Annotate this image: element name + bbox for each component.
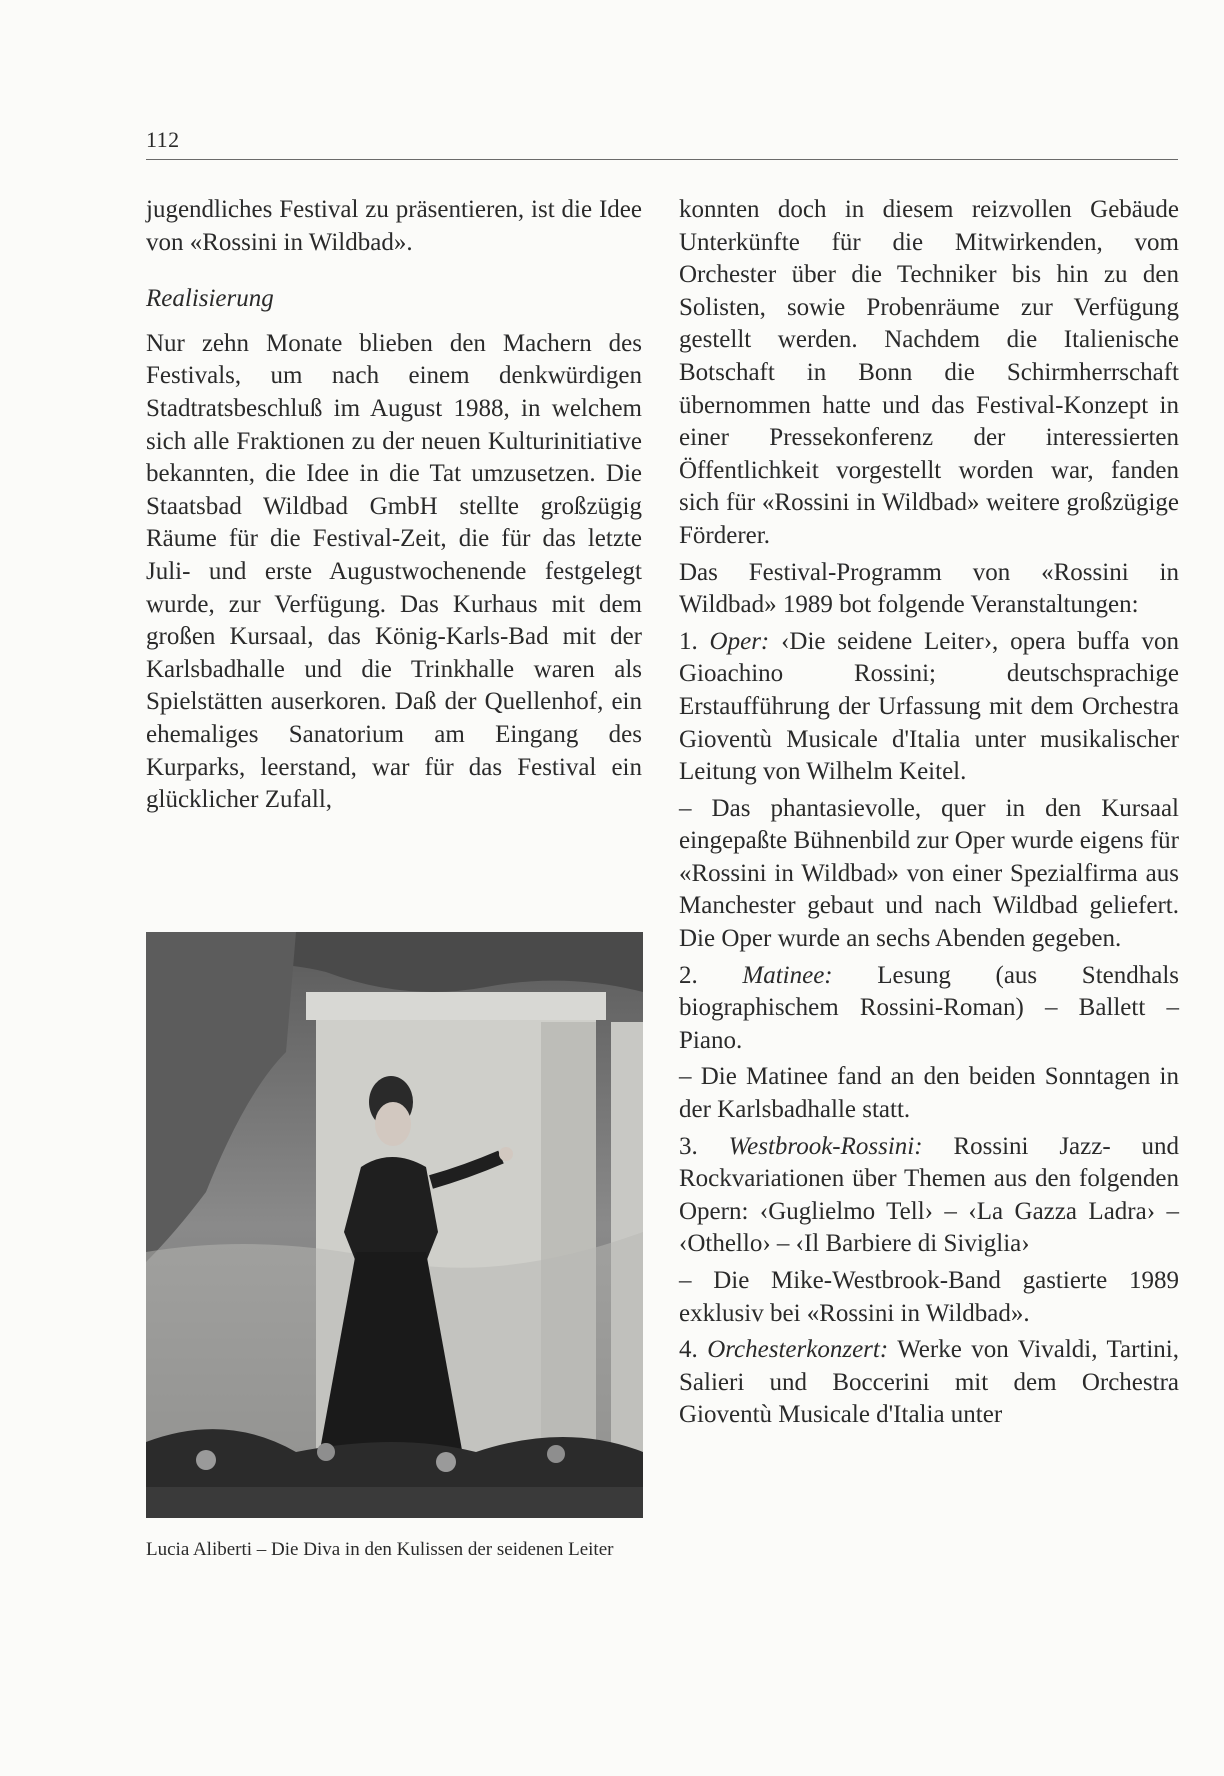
item-number: 2. [679, 961, 698, 989]
program-item-4 [679, 1334, 1179, 1432]
program-item-2 [679, 960, 1179, 1058]
program-item-2-note: – Die Matinee fand an den beiden Sonntagen in der Karlsbadhalle statt. [679, 1063, 1179, 1124]
figure-caption: Lucia Aliberti – Die Diva in den Kulissen der seidenen Leiter [146, 1539, 614, 1560]
item-text: Werke von Vivaldi, Tartini, Salieri und Boccerini mit dem Orchestra Gioventù Musicale d'Italia unter [679, 1336, 1179, 1429]
item-label: Oper: [709, 627, 770, 655]
item-text: Lesung (aus Stendhals biographischem Rossini-Roman) – Ballett – Piano. [679, 961, 1180, 1054]
right-paragraph-1: konnten doch in diesem reizvollen Gebäude Unterkünfte für die Mitwirkenden, vom Orchester über die Techniker bis hin zu den Solisten, sowie Probenräume zur Verfügung gestellt werden. Nachdem die Italienische Botschaft in Bonn die Schirmherrschaft übernommen hatte und das Festival-Konzept in einer Pressekonferenz der interessierten Öffentlichkeit vorgestellt worden war, fanden sich für «Rossini in Wildbad» weitere großzügige Förderer. [679, 196, 1179, 549]
item-label: Orchesterkonzert: [707, 1336, 889, 1364]
right-column [679, 194, 1179, 1432]
photo-image [146, 932, 643, 1518]
header-rule [146, 159, 1178, 160]
right-paragraph-2: Das Festival-Programm von «Rossini in Wildbad» 1989 bot folgende Veranstaltungen: [679, 558, 1179, 619]
page-number: 112 [146, 127, 180, 152]
program-item-1 [679, 626, 1179, 789]
item-number: 4. [679, 1336, 698, 1364]
left-paragraph-2: Nur zehn Monate blieben den Machern des Festivals, um nach einem denkwürdigen Stadtratsbeschluß im August 1988, in welchem sich alle Fraktionen zu der neuen Kulturinitiative bekannten, die Idee in die Tat umzusetzen. Die Staatsbad Wildbad GmbH stellte großzügig Räume für die Festival-Zeit, die für das letzte Juli- und erste Augustwochenende festgelegt wurde, zur Verfügung. Das Kurhaus mit dem großen Kursaal, das König-Karls-Bad mit der Karlsbadhalle und die Trinkhalle waren als Spielstätten auserkoren. Daß der Quellenhof, ein ehemaliges Sanatorium am Eingang des Kurparks, leerstand, war für das Festival ein glücklicher Zufall, [146, 329, 642, 814]
item-number: 1. [679, 627, 698, 655]
item-text: ‹Die seidene Leiter›, opera buffa von Gioachino Rossini; deutschsprachige Erstaufführung der Urfassung mit dem Orchestra Gioventù Musicale d'Italia unter musikalischer Leitung von Wilhelm Keitel. [679, 627, 1179, 786]
section-heading: Realisierung [146, 285, 274, 313]
program-item-3-note: – Die Mike-Westbrook-Band gastierte 1989 exklusiv bei «Rossini in Wildbad». [679, 1267, 1179, 1327]
left-paragraph-1: jugendliches Festival zu präsentieren, ist die Idee von «Rossini in Wildbad». [146, 196, 642, 256]
program-item-3 [679, 1131, 1179, 1261]
left-column [146, 194, 642, 817]
item-label: Matinee: [742, 961, 833, 989]
item-text: Rossini Jazz- und Rockvariationen über Themen aus den folgenden Opern: ‹Guglielmo Tell› – ‹La Gazza Ladra› – ‹Othello› – ‹Il Barbiere di Siviglia› [679, 1132, 1180, 1258]
photo-figure [146, 932, 643, 1518]
item-label: Westbrook-Rossini: [728, 1132, 923, 1160]
item-number: 3. [679, 1132, 698, 1160]
program-item-1-note: – Das phantasievolle, quer in den Kursaal eingepaßte Bühnenbild zur Oper wurde eigens für «Rossini in Wildbad» von einer Spezialfirma aus Manchester gebaut und nach Wildbad geliefert. Die Oper wurde an sechs Abenden gegeben. [679, 794, 1179, 953]
